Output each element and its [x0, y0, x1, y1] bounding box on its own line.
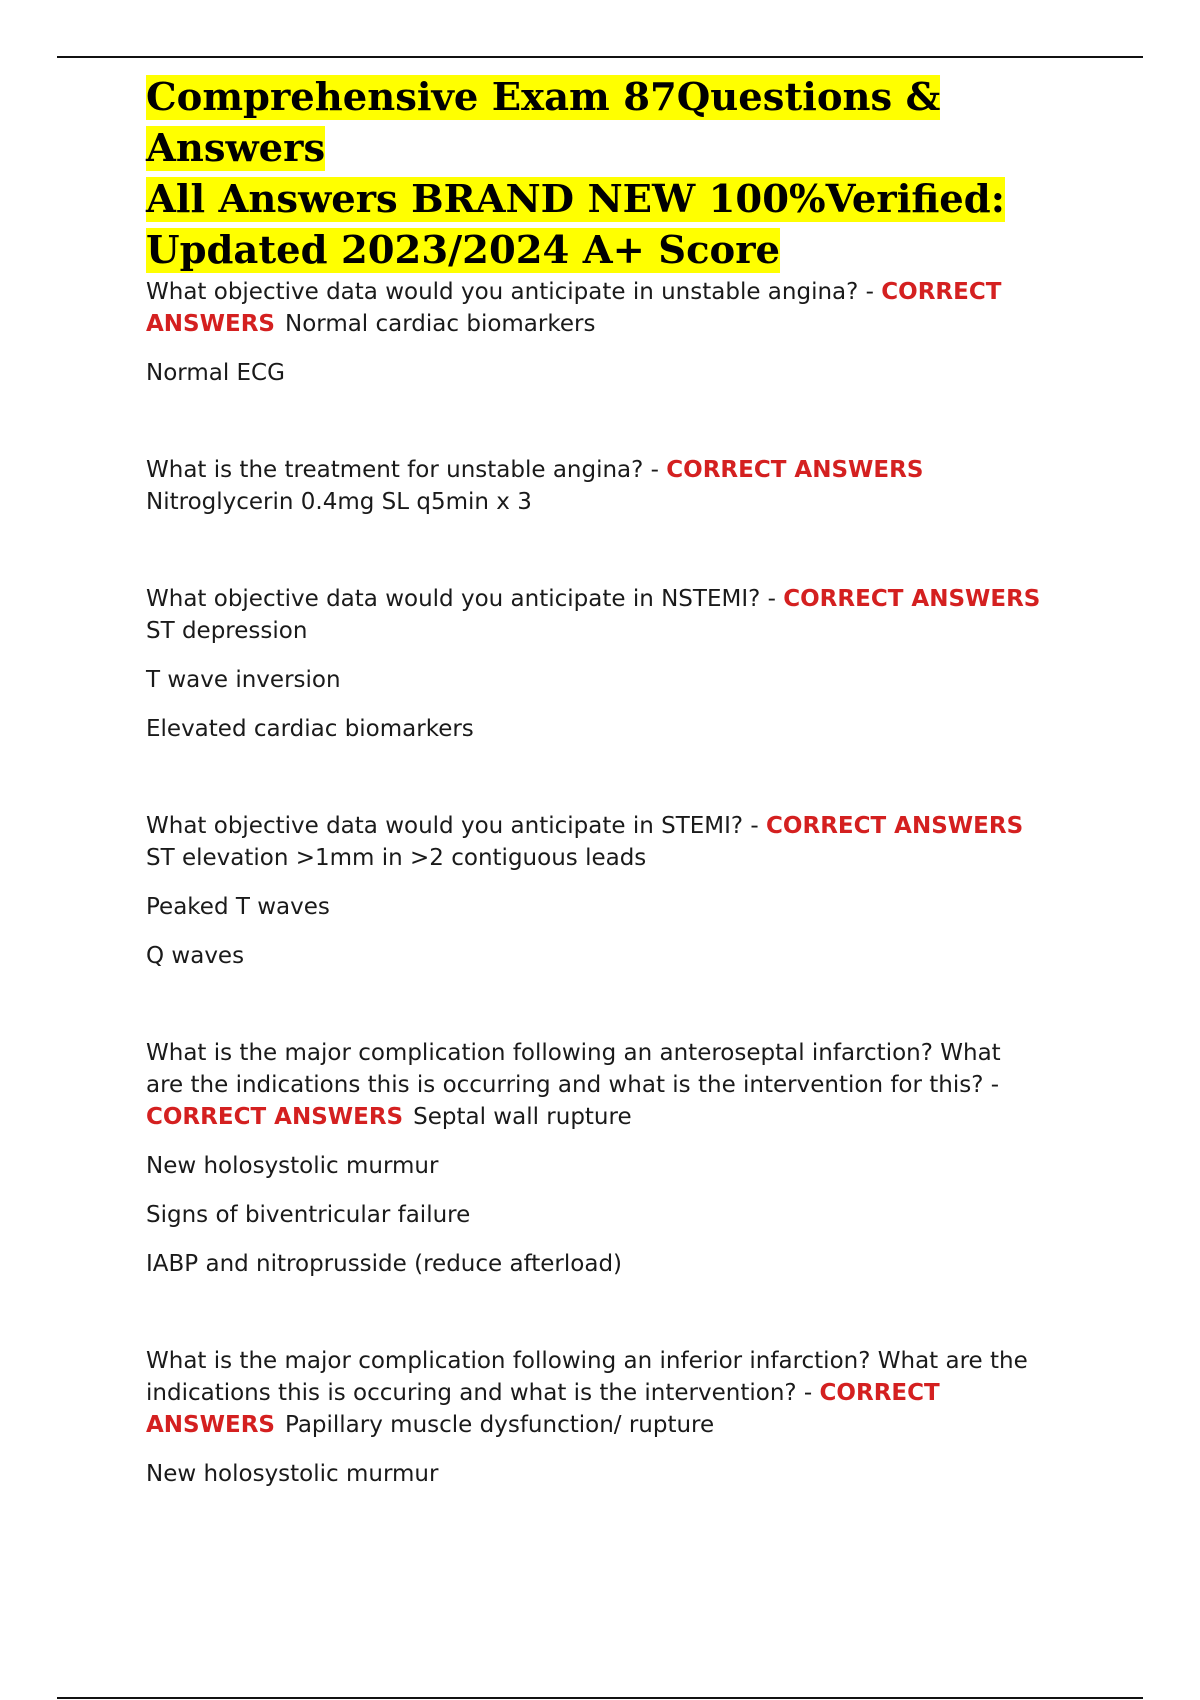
answer-tag: CORRECT: [881, 279, 1002, 305]
answer-tag: ANSWERS: [146, 1412, 275, 1438]
answer-line: Normal ECG: [146, 360, 285, 386]
title-line-3: Updated 2023/2024 A+ Score: [146, 228, 780, 273]
question-1: What objective data would you anticipate in unstable angina? - CORRECT ANSWERS Normal cardiac biomarkers: [146, 279, 1002, 337]
answer-line: T wave inversion: [146, 667, 341, 693]
answer-3-first: ST depression: [146, 618, 308, 644]
question-3: What objective data would you anticipate in NSTEMI? - CORRECT ANSWERS ST depression: [146, 586, 1041, 644]
answer-1-first: Normal cardiac biomarkers: [284, 311, 596, 337]
question-6: What is the major complication following an inferior infarction? What are the indications this is occuring and what is the intervention? - CORRECT ANSWERS Papillary muscle dysfunction/ rupture: [146, 1348, 1028, 1438]
answer-tag: CORRECT ANSWERS: [146, 1104, 404, 1130]
answer-4-first: ST elevation >1mm in >2 contiguous leads: [146, 845, 647, 871]
question-5: What is the major complication following an anteroseptal infarction? What are the indications this is occurring and what is the intervention for this? - CORRECT ANSWERS Septal wall rupture: [146, 1040, 1001, 1130]
qa-item-2: [146, 454, 1106, 518]
question-4: What objective data would you anticipate in STEMI? - CORRECT ANSWERS ST elevation >1mm in >2 contiguous leads: [146, 813, 1024, 871]
qa-item-3: [146, 583, 1106, 745]
bottom-rule: [57, 1697, 1143, 1699]
title-line-2: All Answers BRAND NEW 100%Verified:: [146, 177, 1005, 222]
answer-line: Elevated cardiac biomarkers: [146, 716, 474, 742]
top-rule: [57, 56, 1143, 58]
document-title: [146, 72, 1106, 276]
answer-line: IABP and nitroprusside (reduce afterload): [146, 1251, 623, 1277]
answer-line: Peaked T waves: [146, 894, 330, 920]
qa-item-4: [146, 810, 1106, 972]
answer-line: Signs of biventricular failure: [146, 1202, 471, 1228]
qa-item-5: [146, 1037, 1106, 1280]
answer-line: New holosystolic murmur: [146, 1153, 439, 1179]
answer-line: New holosystolic murmur: [146, 1461, 439, 1487]
answer-line: Q waves: [146, 943, 245, 969]
answer-tag: CORRECT ANSWERS: [666, 457, 924, 483]
answer-tag: CORRECT ANSWERS: [766, 813, 1024, 839]
answer-tag: ANSWERS: [146, 311, 275, 337]
document-body: [146, 72, 1106, 1490]
answer-tag: CORRECT ANSWERS: [783, 586, 1041, 612]
title-line-1: Comprehensive Exam 87Questions & Answers: [146, 75, 941, 171]
qa-item-1: [146, 276, 1106, 389]
answer-6-first: Papillary muscle dysfunction/ rupture: [284, 1412, 715, 1438]
answer-tag: CORRECT: [819, 1380, 940, 1406]
answer-2-first: Nitroglycerin 0.4mg SL q5min x 3: [146, 489, 532, 515]
answer-5-first: Septal wall rupture: [413, 1104, 632, 1130]
question-2: What is the treatment for unstable angina? - CORRECT ANSWERS Nitroglycerin 0.4mg SL q5min x 3: [146, 457, 924, 515]
qa-item-6: [146, 1345, 1106, 1490]
